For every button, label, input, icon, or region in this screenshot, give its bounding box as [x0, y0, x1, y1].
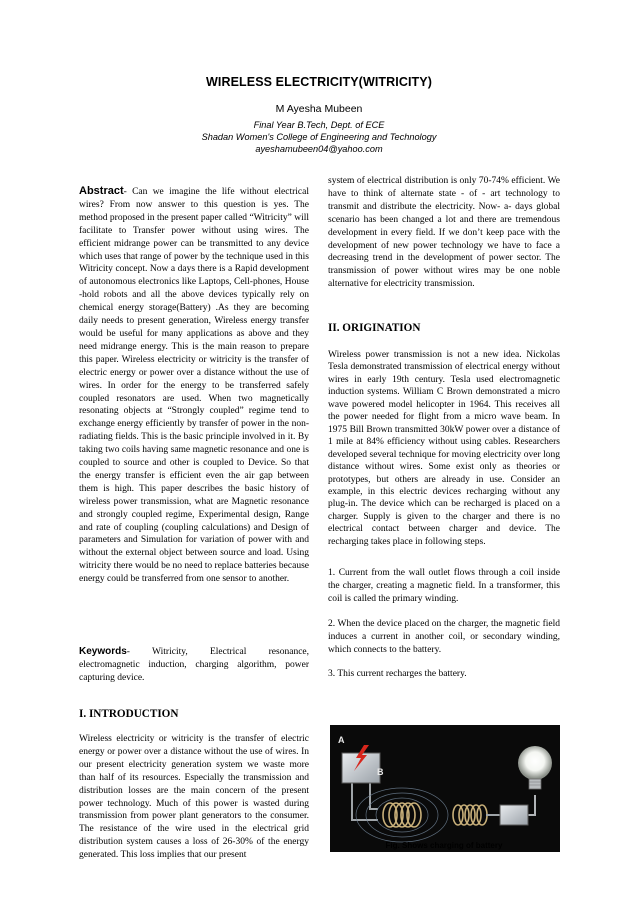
keywords-paragraph — [79, 646, 309, 685]
charging-diagram — [330, 725, 560, 852]
author-name: M Ayesha Mubeen — [275, 103, 363, 115]
device-box-icon — [500, 805, 528, 825]
paper-header — [0, 75, 638, 155]
affiliation-line-1: Final Year B.Tech, Dept. of ECE — [253, 120, 385, 130]
label-a: A — [338, 735, 345, 745]
recharge-step-3: 3. This current recharges the battery. — [328, 669, 467, 679]
charging-figure — [330, 725, 560, 852]
affiliation-line-2: Shadan Women's College of Engineering and Technology — [201, 132, 437, 142]
keywords-text: - Witricity, Electrical resonance, electromagnetic induction, charging algorithm, power capturing device. — [79, 647, 309, 683]
label-b: B — [377, 767, 384, 777]
abstract-heading: Abstract — [79, 185, 124, 197]
recharge-step-2: 2. When the device placed on the charger, the magnetic field induces a current in another coil, or secondary winding, which connects to the battery. — [328, 619, 560, 655]
author-affiliation — [0, 119, 638, 155]
abstract-text: - Can we imagine the life without electrical wires? From now answer to this question is yes. The method proposed in the present paper called “Witricity” will facilitate to Transfer power without using wires. The efficient midrange power can be transmitted to any device which uses that range of power by the technique used in this Witricity concept. Now a days there is a Rapid development of autonomous electronics like Laptops, Cell-phones, House -hold robots and all the above devices typically rely on chemical energy storage(Battery) .As they are becoming daily needs to present generation, Wireless energy transfer would be useful for many applications as above and they need midrange energy. This is the main reason to prepare this paper. Wireless electricity or witricity is the transfer of electric energy or power over a distance without the use of wires. In order for the energy to be transferred safely coupled resonators are used. When two magnetically resonating objects at “Strongly coupled” regime tend to exchange energy efficiently by transfer of power in the non-radiating fields. This is the basic principle involved in it. By taking two coils having same magnetic resonance and one is coupled to source and other is coupled to Device. So that the energy transfer is efficient even the air gap between them is high. This paper describes the basic history of wireless power transmission, what are Magnetic resonance and strongly coupled regime, Experimental design, Range and rate of coupling (coupling calculations) and Design of parameters and Simulation for variation of power with and without the external object between source and load. Using witricity there would be no need to replace batteries because energy could be transferred from one sensor to another. — [79, 187, 309, 585]
abstract-paragraph — [79, 185, 309, 586]
origination-heading: II. ORIGINATION — [328, 322, 421, 334]
origination-paragraph: Wireless power transmission is not a new idea. Nickolas Tesla demonstrated transmission of electrical energy without wires in early 19th century. Tesla used electromagnetic induction systems. William C Brown demonstrated a micro wave powered model helicopter in 1964. This receives all the power needed for flight from a micro wave beam. In 1975 Bill Brown transmitted 30kW power over a distance of 1 mile at 84% efficiency without using cables. Researchers developed several technique for moving electricity over long distance without wires. Some exist only as theories or prototypes, but others are already in use. Consider an example, in this electric devices recharging without any plug-in. The device which can be recharged is placed on a charger. Supply is given to the charger and there is no electrical contact between charger and device. The recharging takes place in following steps. — [328, 350, 560, 547]
introduction-paragraph: Wireless electricity or witricity is the transfer of electric energy or power over a distance without the use of wires. In our present electricity generation system we waste more than half of its resources. Especially the transmission and distribution losses are the main concern of the present power technology. Much of this power is wasted during transmission from power plant generators to the consumer. The resistance of the wire used in the electrical grid distribution system causes a loss of 26-30% of the energy generated. This loss implies that our present — [79, 734, 309, 861]
figure-caption: Fig. Shows charging of battery — [385, 841, 503, 850]
author-email: ayeshamubeen04@yahoo.com — [255, 144, 383, 154]
keywords-heading: Keywords — [79, 646, 127, 657]
introduction-heading: I. INTRODUCTION — [79, 708, 179, 720]
introduction-continuation: system of electrical distribution is only 70-74% efficient. We have to think of alternate state - of - art technology to transmit and distribute the electricity. Now- a- days global scenario has been changed a lot and there are tremendous development in every field. If we don’t keep pace with the development of new power technology we have to face a decreasing trend in the development of power sector. The transmission of power without wires may be one noble alternative for electricity transmission. — [328, 176, 560, 290]
recharge-step-1: 1. Current from the wall outlet flows through a coil inside the charger, creating a magnetic field. In a transformer, this coil is called the primary winding. — [328, 568, 560, 604]
paper-title: WIRELESS ELECTRICITY(WITRICITY) — [205, 75, 432, 89]
